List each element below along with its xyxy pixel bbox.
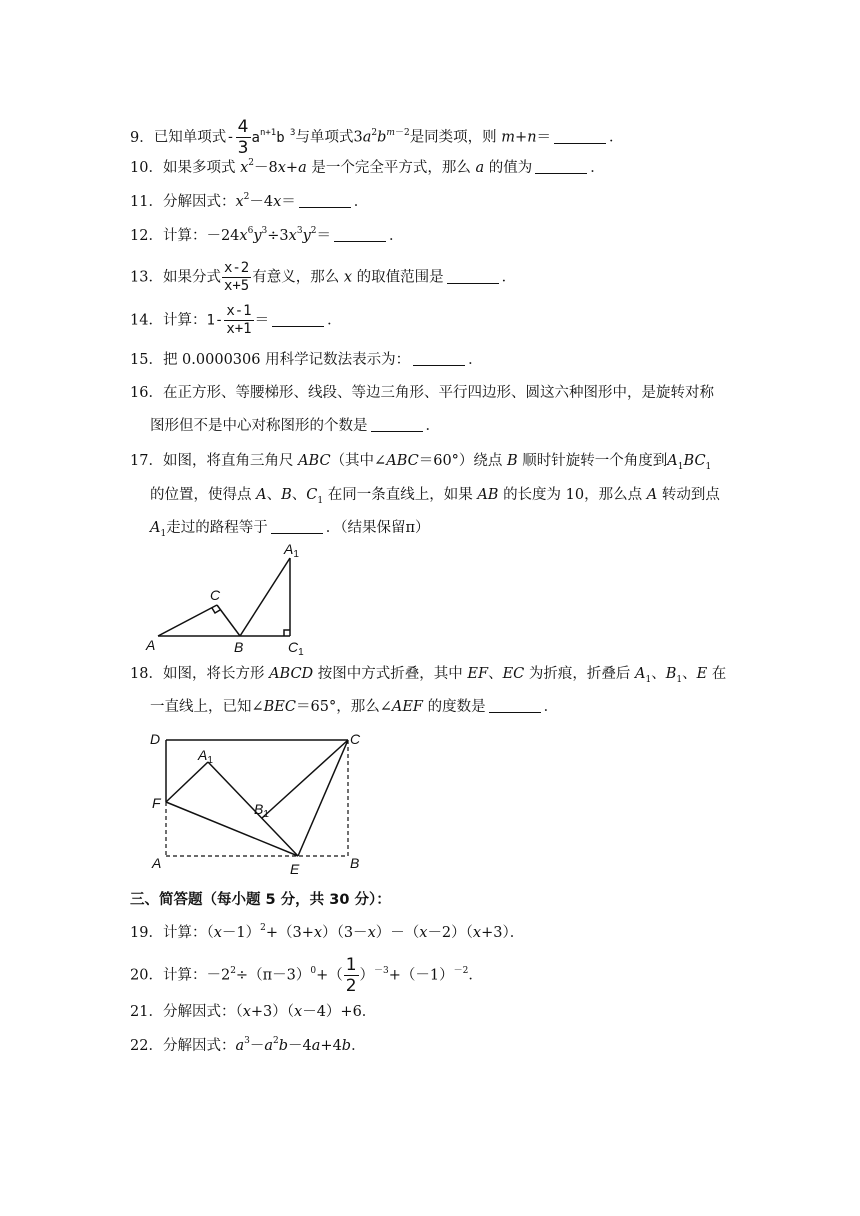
label-B: B	[350, 855, 360, 871]
label-C: C	[350, 731, 361, 747]
answer-blank[interactable]	[334, 227, 386, 242]
question-21: 21．分解因式：（x+3）（x－4）+6．	[130, 1004, 377, 1020]
label-B: B	[234, 639, 244, 655]
answer-blank[interactable]	[535, 159, 587, 174]
label-C: C	[210, 587, 221, 603]
label-A: A	[152, 855, 162, 871]
question-20: 20．计算：$-2^2\div(\pi-3)^0+$（ $\frac{1}{2}$ ）$^{-3}+(-1)^{-2}$．	[130, 955, 483, 996]
label-D: D	[150, 731, 161, 747]
answer-blank[interactable]	[271, 519, 323, 534]
question-16: 16．在正方形、等腰梯形、线段、等边三角形、平行四边形、圆这六种图形中，是旋转对称	[130, 385, 714, 401]
label-A1: $A_1$	[198, 747, 213, 766]
fraction-4-3: $\frac{4}{3}$	[237, 117, 249, 158]
answer-blank[interactable]	[413, 351, 465, 366]
fraction-x-1-over-x+1: $\frac{x-1}{x+1}$	[226, 303, 252, 337]
label-B1: $B_1$	[254, 801, 269, 820]
figure-17-rotated-triangle	[140, 538, 320, 658]
label-A: A	[146, 637, 156, 653]
question-19: 19．计算：$(x-1)^2+(3+x)(3-x)-(x-2)(x+3)$．	[130, 923, 525, 941]
answer-blank[interactable]	[489, 698, 541, 713]
question-12: 12．计算：$-24x^6y^3\div 3x^3y^2=$ ．	[130, 226, 404, 244]
answer-blank[interactable]	[554, 129, 606, 144]
fraction-1-2: $\frac{1}{2}$	[345, 955, 357, 996]
figure-18-folded-rectangle	[140, 726, 380, 878]
answer-blank[interactable]	[371, 417, 423, 432]
question-11: 11．分解因式：$x^2-4x=$ ．	[130, 192, 369, 210]
question-17-line3: $A_1$走过的路程等于 ．（结果保留π）	[150, 520, 430, 539]
answer-blank[interactable]	[272, 312, 324, 327]
answer-blank[interactable]	[299, 193, 351, 208]
label-A1: $A_1$	[284, 541, 299, 560]
section-3-heading: 三、简答题（每小题 5 分，共 30 分）：	[130, 892, 391, 908]
question-22: 22．分解因式：$a^3-a^2b-4a+4b$．	[130, 1036, 366, 1054]
question-10: 10．如果多项式 $x^2-8x+a$ 是一个完全平方式，那么 a 的值为 ．	[130, 158, 605, 176]
question-14: 14．计算：1- $\frac{x-1}{x+1}$ ＝ ．	[130, 303, 342, 337]
question-15: 15．把 0.0000306 用科学记数法表示为： ．	[130, 352, 483, 368]
question-17-line2: 的位置，使得点 A、B、$C_1$ 在同一条直线上，如果 AB 的长度为 10，那么点 A 转动到点	[150, 487, 720, 506]
label-E: E	[290, 861, 300, 877]
answer-blank[interactable]	[447, 269, 499, 284]
question-13: 13．如果分式 $\frac{x-2}{x+5}$ 有意义，那么 x 的取值范围是 ．	[130, 260, 517, 294]
question-18-line2: 一直线上，已知∠BEC＝65°，那么∠AEF 的度数是 ．	[150, 699, 559, 715]
question-18: 18．如图，将长方形 ABCD 按图中方式折叠，其中 EF、EC 为折痕，折叠后 $A_1$、$B_1$、E 在	[130, 666, 727, 685]
fraction-x-2-over-x+5: $\frac{x-2}{x+5}$	[223, 260, 250, 294]
label-C1: $C_1$	[288, 639, 304, 658]
question-16-line2: 图形但不是中心对称图形的个数是 ．	[150, 418, 440, 434]
question-9: 9．已知单项式- $\frac{4}{3}$ $a^{n+1}b$ $^3$与单项式$3a^2b^{m-2}$是同类项，则 m+n＝ ．	[130, 117, 624, 158]
question-number: 9．	[130, 129, 154, 146]
question-17: 17．如图，将直角三角尺 ABC（其中∠ABC＝60°）绕点 B 顺时针旋转一个角度到$A_1BC_1$	[130, 453, 712, 472]
label-F: F	[152, 795, 161, 811]
